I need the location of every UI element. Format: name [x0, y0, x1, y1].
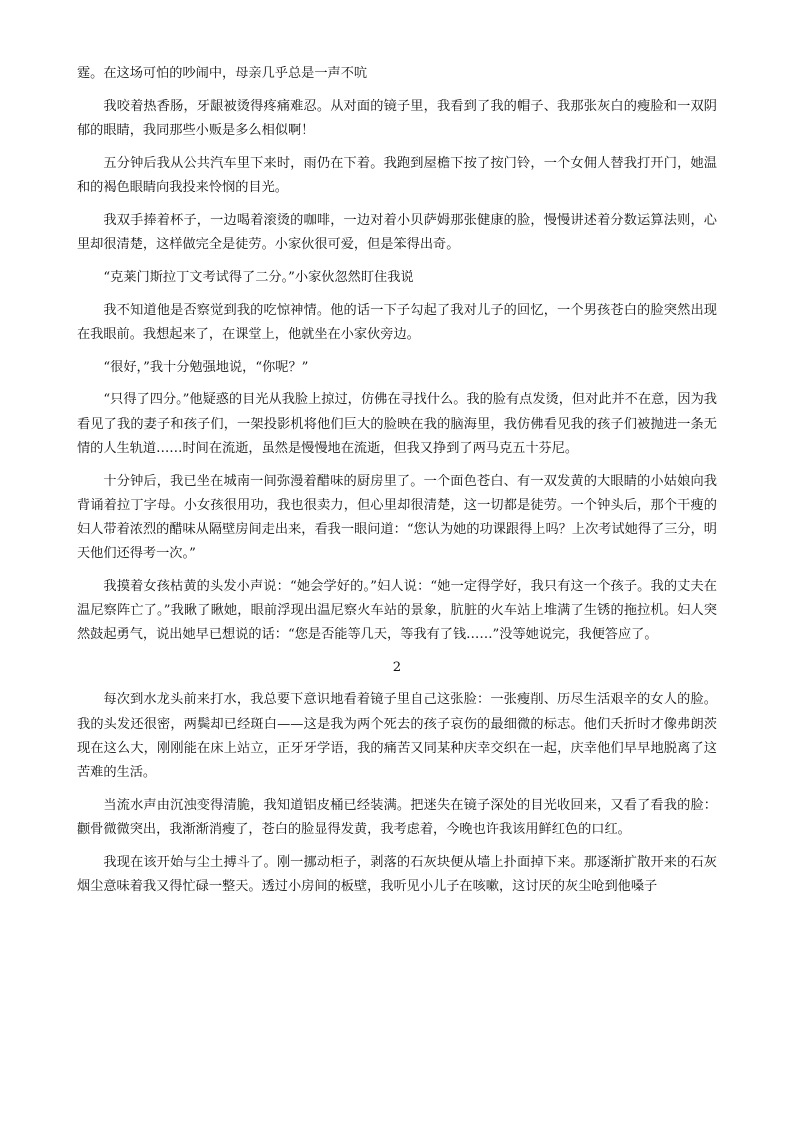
- paragraph-8: “只得了四分。”他疑惑的目光从我脸上掠过，仿佛在寻找什么。我的脸有点发烫，但对此并不在意，因为我看见了我的妻子和孩子们，一架投影机将他们巨大的脸映在我的脑海里，我仿佛看见我的孩子们被抛进一条无情的人生轨道……时间在流逝，虽然是慢慢地在流逝，但我又挣到了两马克五十芬尼。: [77, 392, 717, 456]
- paragraph-4: 我双手捧着杯子，一边喝着滚烫的咖啡，一边对着小贝萨姆那张健康的脸，慢慢讲述着分数运算法则，心里却很清楚，这样做完全是徒劳。小家伙很可爱，但是笨得出奇。: [77, 212, 717, 252]
- paragraph-5: “克莱门斯拉丁文考试得了二分。”小家伙忽然盯住我说: [103, 269, 414, 285]
- paragraph-13: 我现在该开始与尘土搏斗了。刚一挪动柜子，剥落的石灰块便从墙上扑面掉下来。那逐渐扩散开来的石灰烟尘意味着我又得忙碌一整天。透过小房间的板壁，我听见小儿子在咳嗽，这讨厌的灰尘呛到他嗓子: [77, 854, 717, 895]
- section-number: 2: [392, 660, 402, 676]
- paragraph-12: 当流水声由沉浊变得清脆，我知道铝皮桶已经装满。把迷失在镜子深处的目光收回来，又看了看我的脸：颧骨微微突出，我渐渐消瘦了，苍白的脸显得发黄，我考虑着，今晚也许我该用鲜红色的口红。: [77, 797, 717, 838]
- paragraph-3: 五分钟后我从公共汽车里下来时，雨仍在下着。我跑到屋檐下按了按门铃，一个女佣人替我打开门，她温和的褐色眼睛向我投来怜悯的目光。: [77, 155, 717, 195]
- paragraph-2: 我咬着热香肠，牙龈被烫得疼痛难忍。从对面的镜子里，我看到了我的帽子、我那张灰白的瘦脸和一双阴郁的眼睛，我同那些小贩是多么相似啊！: [77, 98, 717, 138]
- paragraph-1: 霆。在这场可怕的吵闹中，母亲几乎总是一声不吭: [77, 66, 368, 81]
- paragraph-9: 十分钟后，我已坐在城南一间弥漫着醋味的厨房里了。一个面色苍白、有一双发黄的大眼睛的小姑娘向我背诵着拉丁字母。小女孩很用功，我也很卖力，但心里却很清楚，这一切都是徒劳。一个钟头后，那个干瘦的妇人带着浓烈的醋味从隔壁房间走出来，看我一眼问道：“您认为她的功课跟得上吗？上次考试她得了三分，明天他们还得考一次。”: [77, 473, 717, 562]
- paragraph-11: 每次到水龙头前来打水，我总要下意识地看着镜子里自己这张脸：一张瘦削、历尽生活艰辛的女人的脸。我的头发还很密，两鬓却已经斑白——这是我为两个死去的孩子哀伤的最细微的标志。他们夭折时才像弗朗茨现在这么大，刚刚能在床上站立，正牙牙学语，我的痛苦又同某种庆幸交织在一起，庆幸他们早早地脱离了这苦难的生活。: [77, 692, 717, 781]
- paragraph-6: 我不知道他是否察觉到我的吃惊神情。他的话一下子勾起了我对儿子的回忆，一个男孩苍白的脸突然出现在我眼前。我想起来了，在课堂上，他就坐在小家伙旁边。: [77, 302, 717, 342]
- paragraph-10: 我摸着女孩枯黄的头发小声说：“她会学好的。”妇人说：“她一定得学好，我只有这一个孩子。我的丈夫在温尼察阵亡了。”我瞅了瞅她，眼前浮现出温尼察火车站的景象，肮脏的火车站上堆满了生锈的拖拉机。妇人突然鼓起勇气，说出她早已想说的话：“您是否能等几天，等我有了钱……”没等她说完，我便答应了。: [77, 579, 717, 643]
- paragraph-7: “很好，”我十分勉强地说，“你呢？”: [103, 359, 309, 375]
- document-page: [77, 62, 717, 908]
